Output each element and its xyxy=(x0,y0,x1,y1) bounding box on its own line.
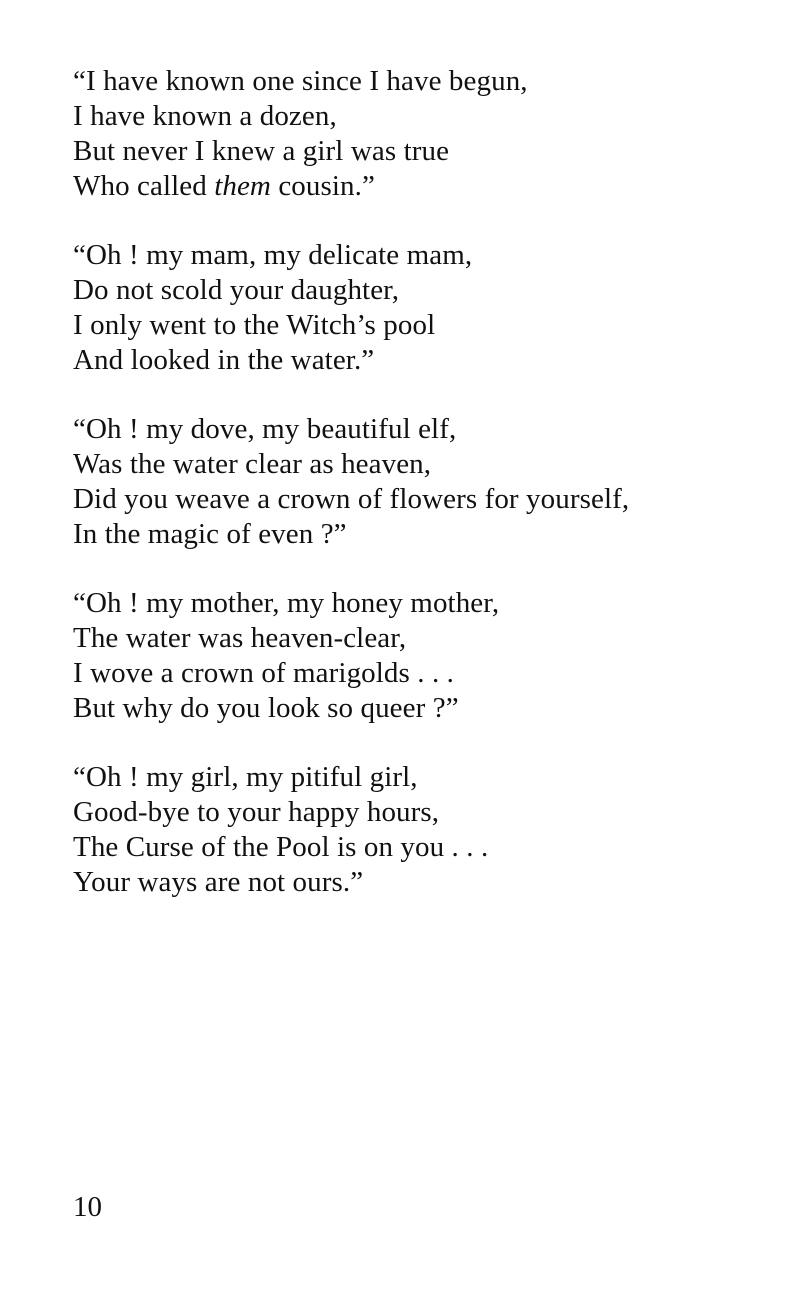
poem-line: Did you weave a crown of flowers for yourself, xyxy=(73,483,630,515)
stanza-1 xyxy=(73,64,773,204)
poem-line: “I have known one since I have begun, xyxy=(73,65,528,97)
stanza-5 xyxy=(73,760,773,900)
poem-line: “Oh ! my mother, my honey mother, xyxy=(73,587,500,619)
poem-line: But never I knew a girl was true xyxy=(73,135,450,167)
poem-line: I only went to the Witch’s pool xyxy=(73,309,436,341)
poem-line: “Oh ! my dove, my beautiful elf, xyxy=(73,413,457,445)
stanza-4 xyxy=(73,586,773,726)
poem-line: Do not scold your daughter, xyxy=(73,274,400,306)
poem xyxy=(73,64,773,934)
poem-line: Was the water clear as heaven, xyxy=(73,448,432,480)
poem-line-with-italic xyxy=(73,169,773,204)
page-number: 10 xyxy=(73,1191,102,1223)
poem-line-segment: Who called xyxy=(73,170,215,202)
poem-line: Good-bye to your happy hours, xyxy=(73,796,440,828)
poem-line: “Oh ! my mam, my delicate mam, xyxy=(73,239,473,271)
poem-line: “Oh ! my girl, my pitiful girl, xyxy=(73,761,418,793)
poem-line: But why do you look so queer ?” xyxy=(73,692,459,724)
poem-line: The water was heaven-clear, xyxy=(73,622,407,654)
poem-line: Your ways are not ours.” xyxy=(73,866,364,898)
poem-line: I wove a crown of marigolds . . . xyxy=(73,657,455,689)
poem-line: The Curse of the Pool is on you . . . xyxy=(73,831,489,863)
stanza-2 xyxy=(73,238,773,378)
stanza-3 xyxy=(73,412,773,552)
poem-line-segment: cousin.” xyxy=(270,170,375,202)
poem-line: In the magic of even ?” xyxy=(73,518,347,550)
italic-word: them xyxy=(214,170,271,202)
poem-line: And looked in the water.” xyxy=(73,344,375,376)
poem-line: I have known a dozen, xyxy=(73,100,337,132)
